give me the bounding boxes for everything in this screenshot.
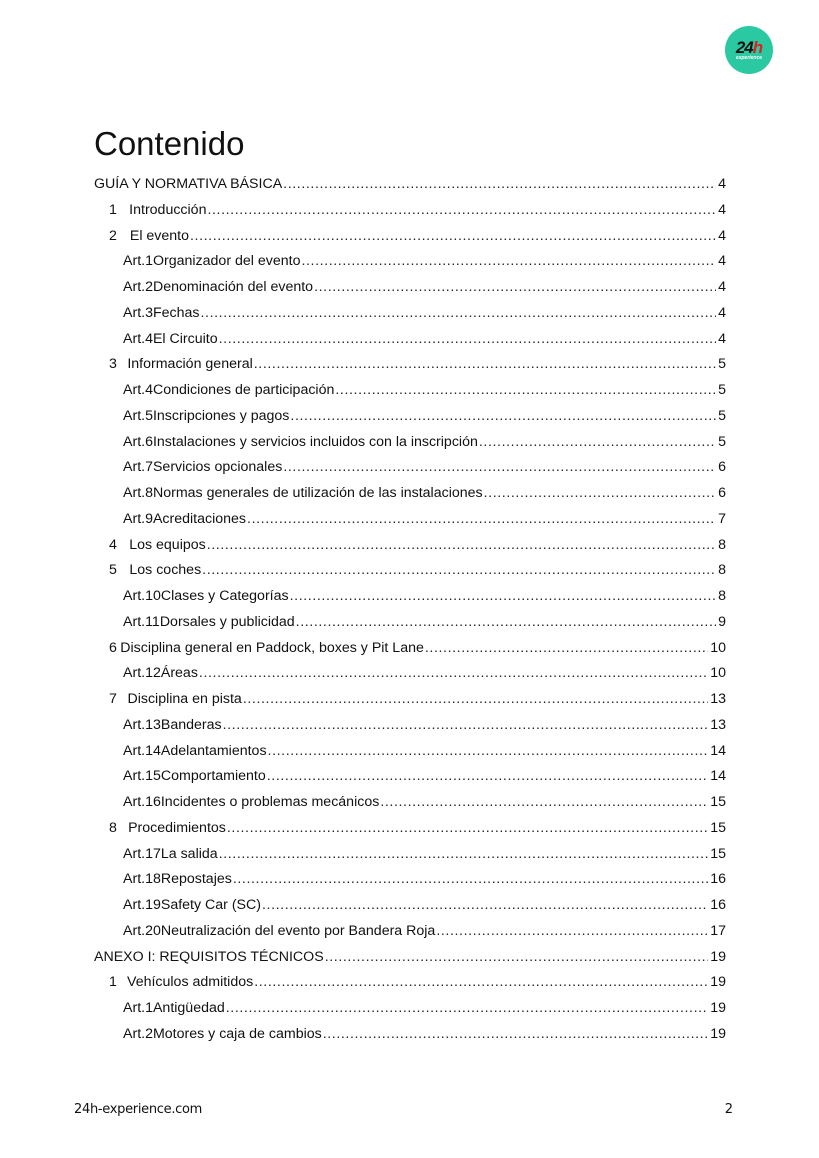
toc-entry-page: 4 <box>718 330 726 347</box>
toc-entry-number: Art.6 <box>123 433 153 450</box>
toc-entry-number: Art.5 <box>123 407 153 424</box>
toc-dot-leader <box>436 919 708 945</box>
toc-entry-page: 4 <box>718 176 726 192</box>
toc-entry-number: Art.3 <box>123 304 153 321</box>
toc-entry[interactable] <box>94 301 726 327</box>
toc-dot-leader <box>262 893 708 919</box>
toc-entry-number: Art.12 <box>123 665 161 682</box>
toc-entry-page: 4 <box>718 227 726 244</box>
toc-entry-number: Art.13 <box>123 716 161 733</box>
toc-entry-number: Art.8 <box>123 485 153 501</box>
toc-entry[interactable] <box>94 713 726 739</box>
footer-website: 24h-experience.com <box>74 1102 203 1117</box>
toc-dot-leader <box>314 275 716 301</box>
toc-dot-leader <box>233 867 708 893</box>
toc-entry-number: Art.14 <box>123 742 161 759</box>
toc-entry-label: El evento <box>129 227 190 244</box>
toc-entry[interactable] <box>94 430 726 456</box>
toc-dot-leader <box>247 507 716 533</box>
toc-entry-number: Art.7 <box>123 459 153 476</box>
toc-entry[interactable] <box>94 970 726 996</box>
toc-entry[interactable] <box>94 739 726 765</box>
toc-entry-number: Art.4 <box>123 330 153 347</box>
toc-entry-number: Art.2 <box>123 279 153 295</box>
toc-entry[interactable] <box>94 687 726 713</box>
toc-entry-label: Disciplina en pista <box>127 691 242 707</box>
toc-dot-leader <box>268 739 709 765</box>
logo-wordmark: 24h <box>735 37 763 57</box>
toc-entry[interactable] <box>94 661 726 687</box>
toc-entry-label: Denominación del evento <box>152 279 314 295</box>
toc-entry[interactable] <box>94 275 726 301</box>
toc-entry-label: Disciplina general en Paddock, boxes y Pit Lane <box>120 639 424 656</box>
toc-entry-label: Fechas <box>152 304 200 321</box>
toc-entry-label: Dorsales y publicidad <box>159 613 295 630</box>
toc-entry[interactable] <box>94 919 726 945</box>
toc-entry-label: Clases y Categorías <box>160 588 289 604</box>
toc-entry[interactable] <box>94 867 726 893</box>
toc-dot-leader <box>190 224 716 250</box>
toc-entry-number: 8 <box>109 819 117 836</box>
toc-entry[interactable] <box>94 610 726 636</box>
toc-entry-page: 4 <box>718 201 726 218</box>
toc-entry-label: Áreas <box>160 665 198 682</box>
toc-entry[interactable] <box>94 352 726 378</box>
toc-dot-leader <box>484 481 716 507</box>
toc-entry[interactable] <box>94 378 726 404</box>
brand-logo <box>725 26 773 74</box>
toc-entry-label: Incidentes o problemas mecánicos <box>160 794 380 810</box>
toc-entry[interactable] <box>94 249 726 275</box>
toc-dot-leader <box>207 533 716 559</box>
toc-dot-leader <box>219 327 716 353</box>
toc-entry-page: 16 <box>710 871 726 888</box>
toc-entry-page: 14 <box>710 768 726 785</box>
toc-entry-number: 1 <box>109 201 117 218</box>
toc-entry-page: 14 <box>710 742 726 759</box>
toc-entry-number: 7 <box>109 691 117 707</box>
toc-entry-page: 5 <box>718 433 726 450</box>
toc-entry-number: Art.9 <box>123 510 153 527</box>
toc-entry[interactable] <box>94 945 726 971</box>
toc-entry-page: 19 <box>710 974 726 991</box>
toc-entry-label: Los coches <box>129 562 202 579</box>
toc-dot-leader <box>380 790 708 816</box>
toc-entry-label: Información general <box>127 356 253 373</box>
toc-entry[interactable] <box>94 224 726 250</box>
toc-entry-label: Acreditaciones <box>152 510 247 527</box>
toc-entry-page: 10 <box>710 665 726 682</box>
toc-dot-leader <box>325 945 709 971</box>
toc-dot-leader <box>219 842 709 868</box>
toc-entry-number: Art.20 <box>123 922 161 939</box>
toc-entry-number: Art.1 <box>123 1000 153 1016</box>
toc-entry-number: 4 <box>109 536 117 553</box>
toc-entry-page: 13 <box>710 691 726 707</box>
toc-dot-leader <box>267 764 708 790</box>
toc-entry-page: 10 <box>710 639 726 656</box>
toc-entry-label: ANEXO I: REQUISITOS TÉCNICOS <box>94 948 324 965</box>
toc-entry-label: GUÍA Y NORMATIVA BÁSICA <box>94 176 283 192</box>
toc-dot-leader <box>290 584 717 610</box>
toc-entry-label: Repostajes <box>160 871 232 888</box>
toc-entry-label: Condiciones de participación <box>152 382 335 398</box>
toc-entry-label: Neutralización del evento por Bandera Roja <box>160 922 436 939</box>
toc-entry-number: 5 <box>109 562 117 579</box>
toc-entry-number: Art.11 <box>123 613 160 630</box>
toc-dot-leader <box>223 713 709 739</box>
toc-dot-leader <box>243 687 708 713</box>
toc-dot-leader <box>199 661 708 687</box>
toc-entry-page: 19 <box>710 1000 726 1016</box>
toc-entry-label: Adelantamientos <box>160 742 267 759</box>
toc-entry-number: Art.18 <box>123 871 161 888</box>
toc-entry[interactable] <box>94 1022 726 1048</box>
toc-dot-leader <box>201 301 717 327</box>
toc-entry-number: Art.4 <box>123 382 153 398</box>
toc-entry-number: Art.17 <box>123 845 161 862</box>
toc-entry-label: Organizador del evento <box>152 253 301 270</box>
toc-entry-label: Vehículos admitidos <box>127 974 254 991</box>
toc-dot-leader <box>296 610 716 636</box>
toc-dot-leader <box>323 1022 709 1048</box>
toc-dot-leader <box>226 996 708 1022</box>
toc-entry-label: El Circuito <box>152 330 218 347</box>
toc-entry-label: Introducción <box>129 201 207 218</box>
toc-entry[interactable] <box>94 481 726 507</box>
toc-dot-leader <box>283 455 716 481</box>
logo-subtitle: experience <box>735 54 763 61</box>
toc-entry-label: Servicios opcionales <box>152 459 283 476</box>
toc-entry-page: 6 <box>718 485 726 501</box>
toc-entry[interactable] <box>94 996 726 1022</box>
toc-dot-leader <box>202 558 716 584</box>
toc-entry-page: 5 <box>718 407 726 424</box>
toc-entry[interactable] <box>94 198 726 224</box>
footer-page-number: 2 <box>724 1102 733 1117</box>
toc-dot-leader <box>290 404 716 430</box>
toc-entry-number: 3 <box>109 356 117 373</box>
table-of-contents <box>94 172 726 1048</box>
toc-entry[interactable] <box>94 636 726 662</box>
toc-entry-number: Art.19 <box>123 897 161 913</box>
toc-entry[interactable] <box>94 558 726 584</box>
toc-entry-page: 17 <box>710 922 726 939</box>
toc-entry-number: 1 <box>109 974 117 991</box>
page-title: Contenido <box>94 125 245 162</box>
toc-entry-label: Procedimientos <box>128 819 226 836</box>
toc-entry-number: Art.10 <box>123 588 161 604</box>
toc-entry-page: 19 <box>710 1025 726 1042</box>
toc-entry[interactable] <box>94 816 726 842</box>
toc-entry-page: 13 <box>710 716 726 733</box>
toc-entry[interactable] <box>94 172 726 198</box>
toc-dot-leader <box>207 198 716 224</box>
toc-dot-leader <box>283 172 716 198</box>
toc-entry-page: 8 <box>718 536 726 553</box>
toc-dot-leader <box>227 816 708 842</box>
toc-entry-page: 8 <box>718 562 726 579</box>
toc-entry-page: 16 <box>710 897 726 913</box>
toc-entry-number: Art.15 <box>123 768 161 785</box>
toc-entry[interactable] <box>94 404 726 430</box>
toc-entry-page: 4 <box>718 253 726 270</box>
toc-entry-page: 4 <box>718 304 726 321</box>
toc-dot-leader <box>479 430 716 456</box>
toc-entry-page: 7 <box>718 510 726 527</box>
toc-entry-page: 8 <box>718 588 726 604</box>
toc-entry-number: Art.1 <box>123 253 153 270</box>
toc-entry-label: Inscripciones y pagos <box>152 407 290 424</box>
toc-entry-page: 15 <box>710 819 726 836</box>
toc-dot-leader <box>335 378 716 404</box>
toc-entry-number: 2 <box>109 227 117 244</box>
toc-entry-page: 5 <box>718 382 726 398</box>
toc-dot-leader <box>301 249 716 275</box>
toc-entry-page: 15 <box>710 845 726 862</box>
toc-entry-page: 9 <box>718 613 726 630</box>
toc-entry[interactable] <box>94 455 726 481</box>
toc-entry-page: 15 <box>710 794 726 810</box>
toc-entry-label: Motores y caja de cambios <box>152 1025 322 1042</box>
toc-entry-page: 6 <box>718 459 726 476</box>
toc-entry[interactable] <box>94 842 726 868</box>
toc-entry[interactable] <box>94 893 726 919</box>
toc-entry[interactable] <box>94 533 726 559</box>
toc-entry-number: Art.16 <box>123 794 161 810</box>
toc-dot-leader <box>425 636 708 662</box>
toc-entry[interactable] <box>94 507 726 533</box>
toc-entry-label: Banderas <box>160 716 222 733</box>
toc-entry-label: Safety Car (SC) <box>160 897 261 913</box>
toc-entry-label: La salida <box>160 845 218 862</box>
toc-entry-label: Los equipos <box>129 536 206 553</box>
toc-dot-leader <box>254 352 716 378</box>
toc-entry-number: 6 <box>109 639 117 656</box>
toc-entry-page: 5 <box>718 356 726 373</box>
toc-dot-leader <box>254 970 708 996</box>
toc-entry-label: Comportamiento <box>160 768 266 785</box>
toc-entry[interactable] <box>94 790 726 816</box>
toc-entry-label: Antigüedad <box>152 1000 225 1016</box>
toc-entry-page: 19 <box>710 948 726 965</box>
logo-h-letter: h <box>752 37 763 57</box>
toc-entry-label: Normas generales de utilización de las instalaciones <box>152 485 483 501</box>
toc-entry[interactable] <box>94 327 726 353</box>
toc-entry-number: Art.2 <box>123 1025 153 1042</box>
toc-entry[interactable] <box>94 764 726 790</box>
toc-entry[interactable] <box>94 584 726 610</box>
toc-entry-label: Instalaciones y servicios incluidos con la inscripción <box>152 433 478 450</box>
toc-entry-page: 4 <box>718 279 726 295</box>
